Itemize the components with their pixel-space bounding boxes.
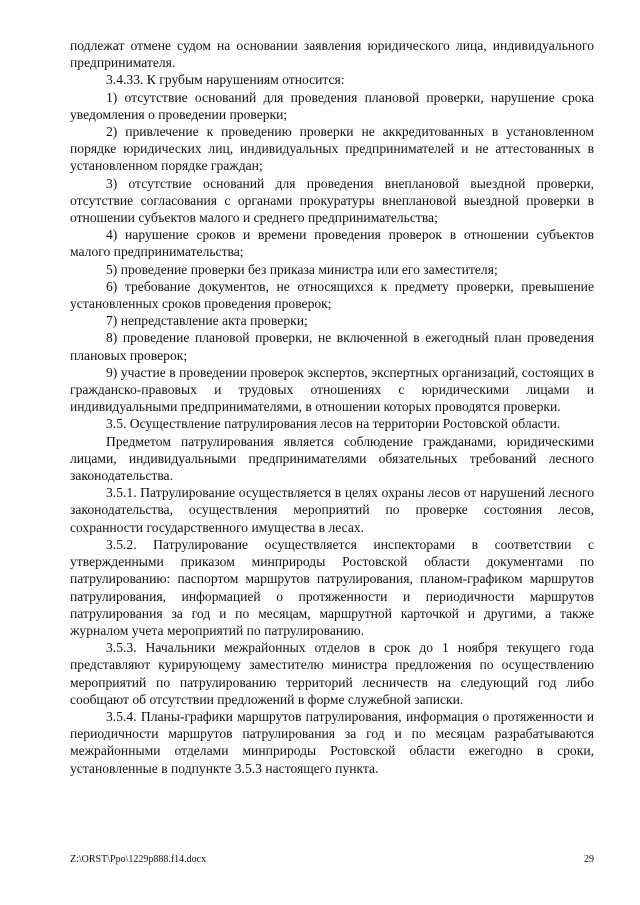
list-item-8: 8) проведение плановой проверки, не включенной в ежегодный план проведения плановых проверок; [70,330,594,363]
paragraph-continuation: подлежат отмене судом на основании заявления юридического лица, индивидуального предпринимателя. [70,38,594,71]
section-heading-3-5: 3.5. Осуществление патрулирования лесов на территории Ростовской области. [106,416,561,432]
paragraph-subject: Предметом патрулирования является соблюдение гражданами, юридическими лицами, индивидуальными предпринимателями обязательных требований лесного законодательства. [70,433,594,484]
list-item-6: 6) требование документов, не относящихся к предмету проверки, превышение установленных сроков проведения проверок; [70,278,594,312]
paragraph-3-5-1: 3.5.1. Патрулирование осуществляется в целях охраны лесов от нарушений лесного законодательства, осуществления мероприятий по проверке состояния лесов, сохранности государственного имущества в лесах. [70,485,594,535]
paragraph-3-5-4: 3.5.4. Планы-графики маршрутов патрулирования, информация о протяженности и периодичности маршрутов патрулирования за год и по месяцам разрабатываются межрайонными отделами минприроды Ростовской области ежегодно в сроки, установленные в подпункте 3.5.3 настоящего пункта. [70,708,594,776]
list-item-2: 2) привлечение к проведению проверки не аккредитованных в установленном порядке юридических лиц, индивидуальных предпринимателей и не аттестованных в установленном порядке граждан; [70,124,594,174]
list-item-3: 3) отсутствие оснований для проведения внеплановой выездной проверки, отсутствие согласования с органами прокуратуры внеплановой выездной проверки в отношении субъектов малого и среднего предпринимательства; [70,175,594,226]
paragraph-3-5-3: 3.5.3. Начальники межрайонных отделов в срок до 1 ноября текущего года представляют курирующему заместителю министра предложения по осуществлению мероприятий по патрулированию территорий лесничеств на следующий год либо сообщают об отсутствии предложений в форме служебной записки. [70,640,594,707]
list-item-7: 7) непредставление акта проверки; [106,313,308,329]
document-body [70,37,594,777]
list-item-4: 4) нарушение сроков и времени проведения проверок в отношении субъектов малого предпринимательства; [70,227,594,260]
list-item-9: 9) участие в проведении проверок экспертов, экспертных организаций, состоящих в гражданско-правовых и трудовых отношениях с юридическими лицами и индивидуальными предпринимателями, в отношении которых проводятся проверки. [70,364,594,415]
paragraph-3-4-33: 3.4.33. К грубым нарушениям относится: [106,72,345,88]
page-number: 29 [584,854,594,865]
list-item-1: 1) отсутствие оснований для проведения плановой проверки, нарушение срока уведомления о проведении проверки; [70,89,594,122]
paragraph-3-5-2: 3.5.2. Патрулирование осуществляется инспекторами в соответствии с утвержденными приказом минприроды Ростовской области документами по патрулированию: паспортом маршрутов патрулирования, планом-графиком маршрутов патрулирования, информацией о протяженности и периодичности маршрутов патрулирования за год и по месяцам, маршрутной карточкой и другими, а также журналом учета мероприятий по патрулированию. [70,536,594,638]
list-item-5: 5) проведение проверки без приказа министра или его заместителя; [106,261,498,277]
file-path: Z:\ORST\Ppo\1229p888.f14.docx [70,854,207,865]
